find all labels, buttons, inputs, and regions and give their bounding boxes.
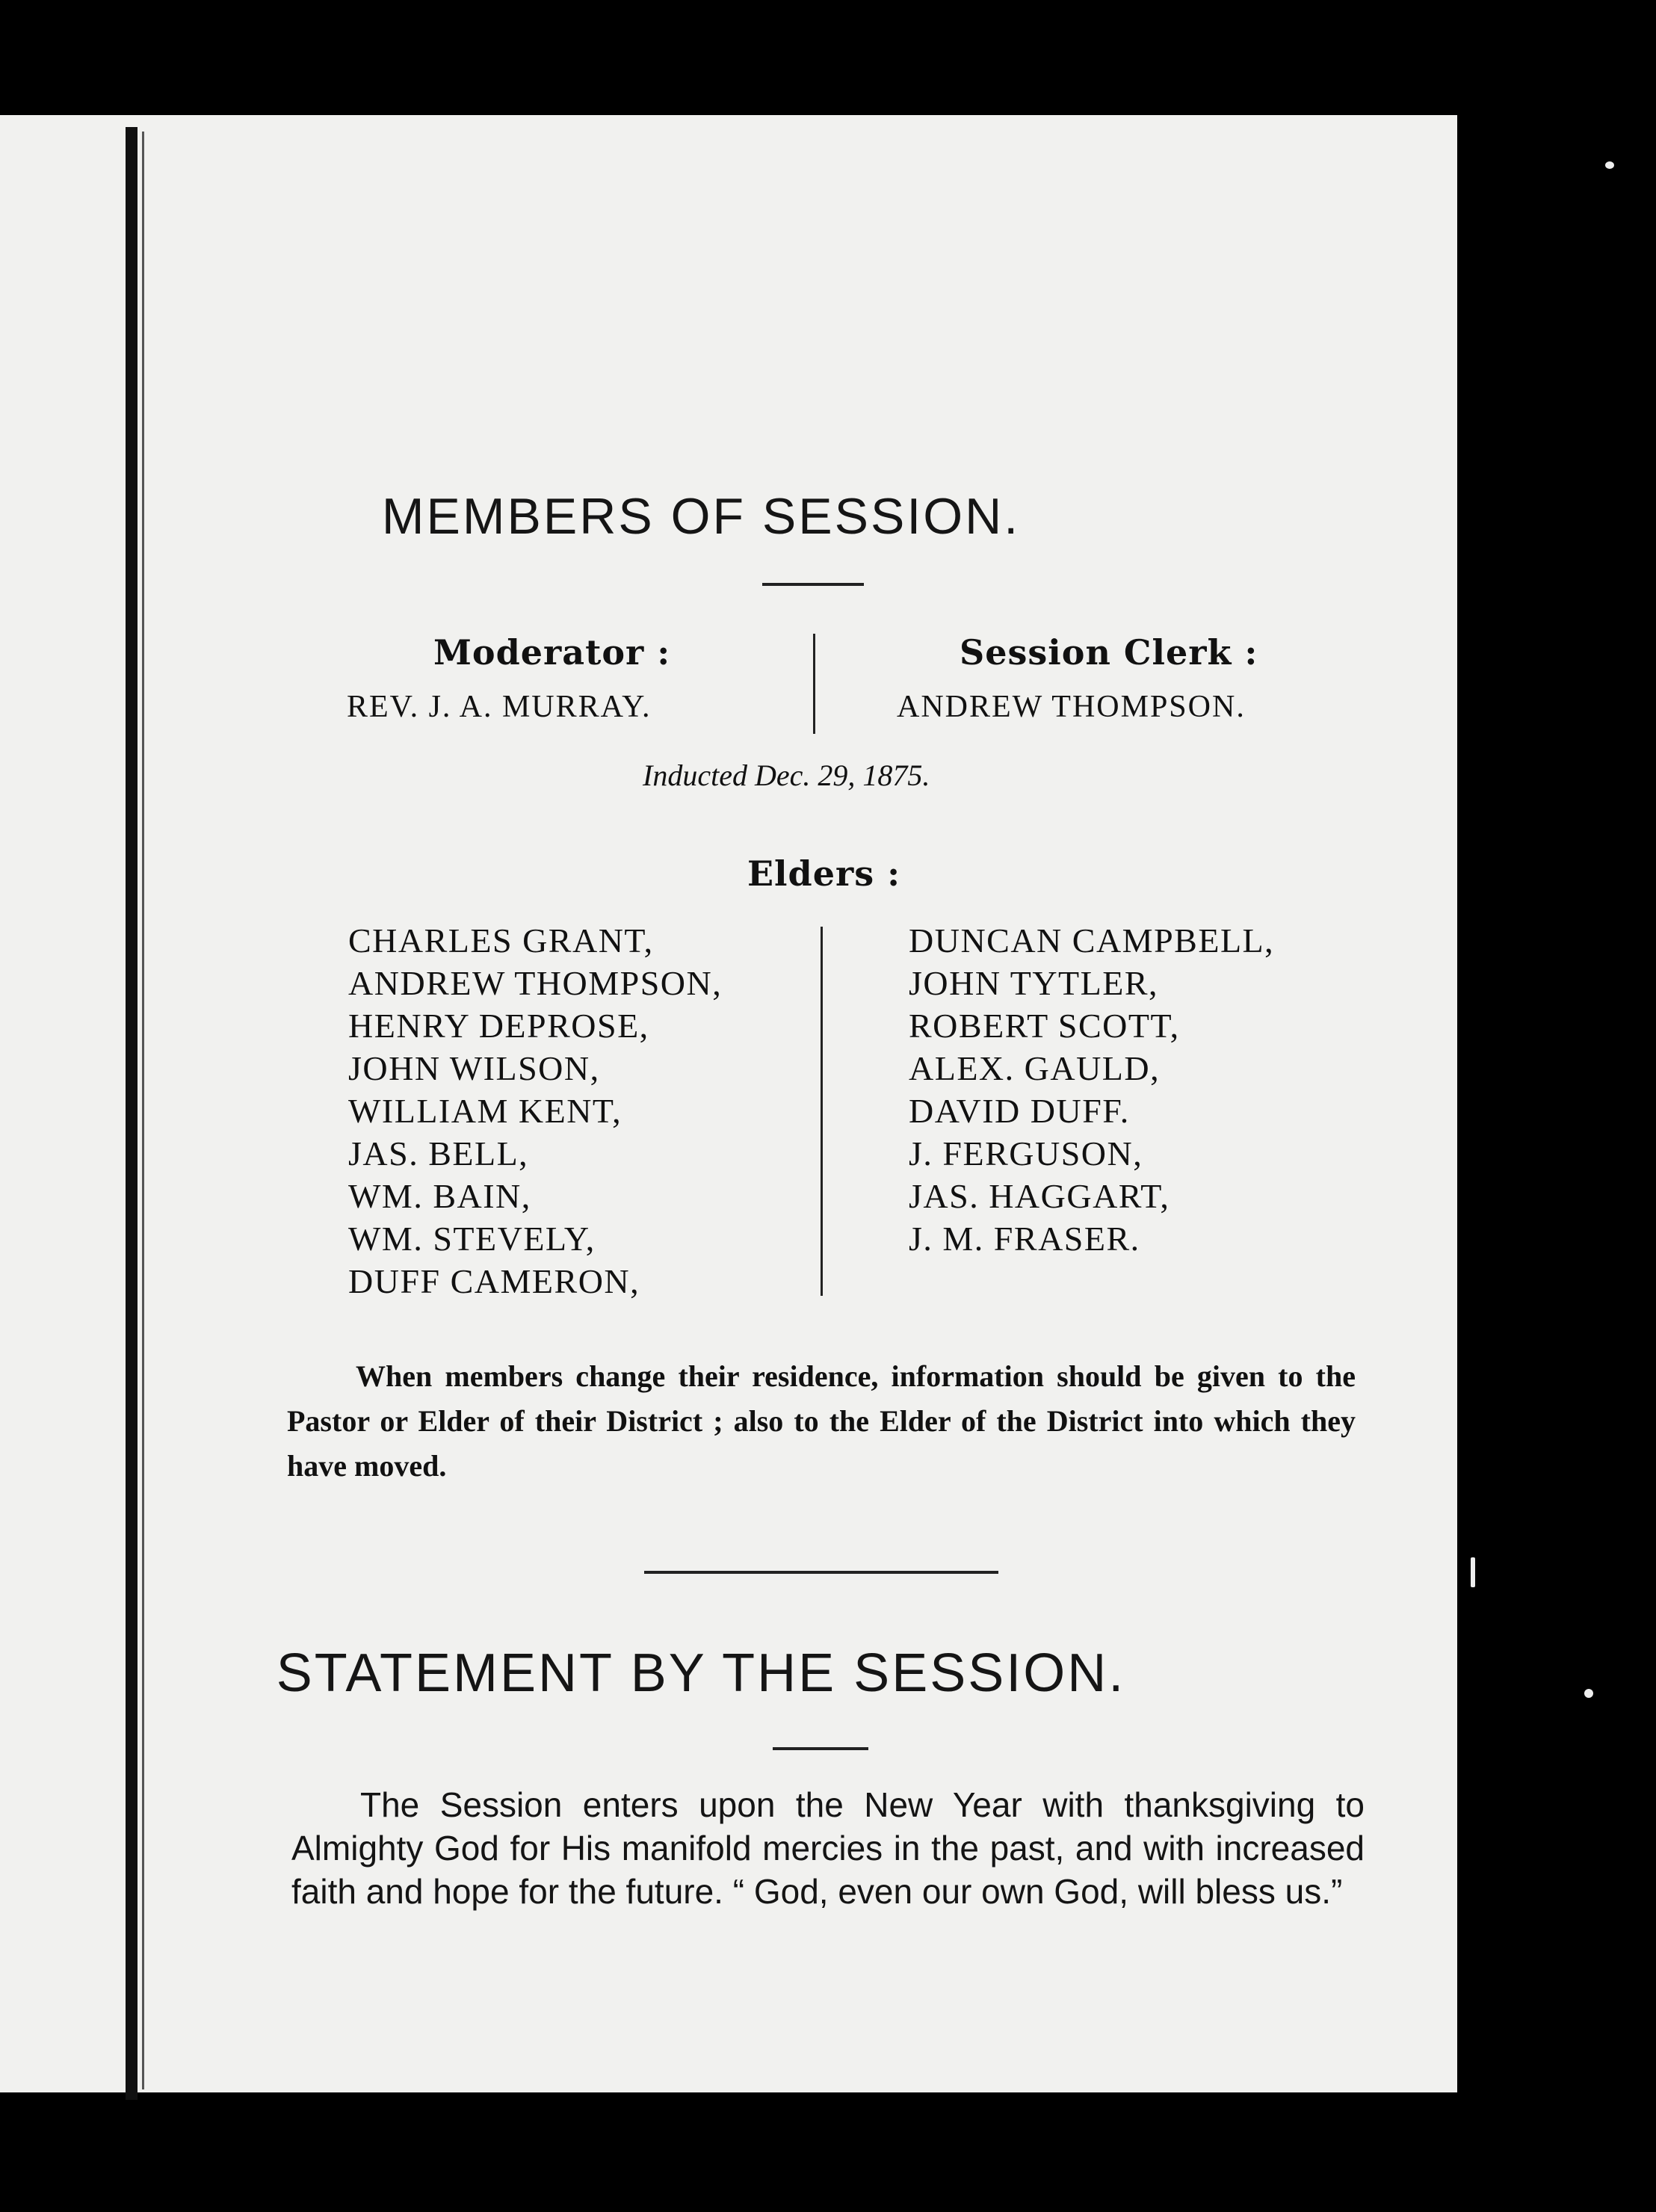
moderator-label: Moderator : bbox=[433, 632, 671, 673]
elder-name: ROBERT SCOTT, bbox=[909, 1007, 1180, 1045]
elder-name: DAVID DUFF. bbox=[909, 1092, 1130, 1130]
clerk-name: ANDREW THOMPSON. bbox=[897, 690, 1246, 724]
elder-name: DUNCAN CAMPBELL, bbox=[909, 921, 1275, 960]
scan-speck bbox=[1471, 1557, 1475, 1587]
inducted-date: Inducted Dec. 29, 1875. bbox=[643, 759, 930, 792]
section-separator bbox=[644, 1571, 998, 1574]
scan-speck bbox=[1584, 1689, 1593, 1698]
elders-divider bbox=[821, 927, 823, 1296]
elder-name: ALEX. GAULD, bbox=[909, 1049, 1161, 1087]
elder-name: ANDREW THOMPSON, bbox=[348, 964, 723, 1002]
elder-name: WM. STEVELY, bbox=[348, 1220, 596, 1258]
statement-rule bbox=[773, 1747, 868, 1750]
moderator-name: REV. J. A. MURRAY. bbox=[347, 690, 652, 724]
elder-name: DUFF CAMERON, bbox=[348, 1262, 640, 1300]
elder-name: JAS. BELL, bbox=[348, 1134, 529, 1173]
title-rule bbox=[762, 583, 864, 586]
elder-name: CHARLES GRANT, bbox=[348, 921, 654, 960]
scan-speck bbox=[1605, 161, 1614, 169]
elder-name: J. FERGUSON, bbox=[909, 1134, 1143, 1173]
elder-name: HENRY DEPROSE, bbox=[348, 1007, 649, 1045]
statement-body: The Session enters upon the New Year with thanksgiving to Almighty God for His manifold mercies in the past, and with increased faith and hope for the future. “ God, even our own God, will bless us.” bbox=[291, 1785, 1365, 1911]
residence-notice: When members change their residence, information should be given to the Pastor or Elder of their District ; also to the Elder of the District into which they have moved. bbox=[287, 1359, 1356, 1483]
elders-label: Elders : bbox=[747, 853, 901, 894]
elder-name: WM. BAIN, bbox=[348, 1177, 531, 1215]
elders-left-column bbox=[348, 919, 722, 1303]
heading-divider bbox=[813, 634, 815, 734]
elders-right-column bbox=[909, 919, 1274, 1260]
binding-shadow bbox=[142, 132, 144, 2089]
elder-name: J. M. FRASER. bbox=[909, 1220, 1140, 1258]
members-title: MEMBERS OF SESSION. bbox=[381, 488, 1021, 545]
elder-name: WILLIAM KENT, bbox=[348, 1092, 622, 1130]
statement-title: STATEMENT BY THE SESSION. bbox=[276, 1643, 1126, 1703]
elder-name: JOHN TYTLER, bbox=[909, 964, 1159, 1002]
clerk-label: Session Clerk : bbox=[960, 632, 1258, 673]
elder-name: JAS. HAGGART, bbox=[909, 1177, 1170, 1215]
binding-edge bbox=[126, 127, 138, 2100]
elder-name: JOHN WILSON, bbox=[348, 1049, 600, 1087]
